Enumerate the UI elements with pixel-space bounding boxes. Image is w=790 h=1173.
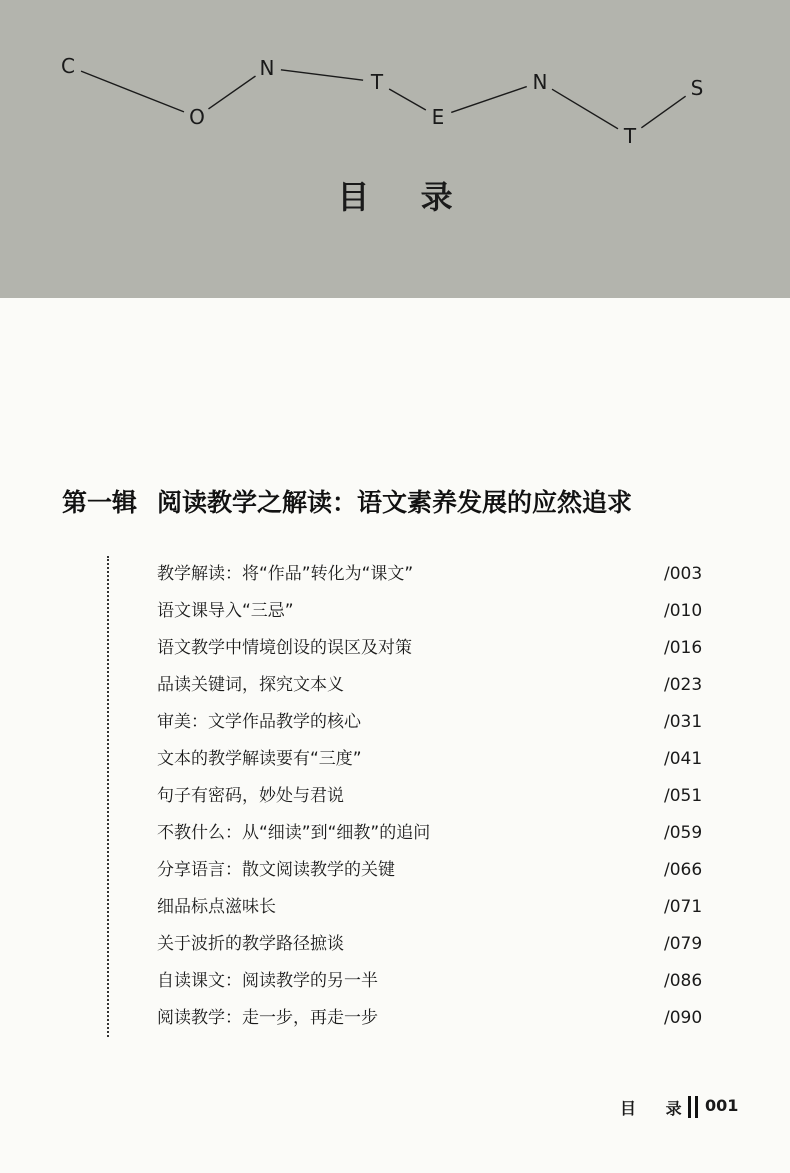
toc-entry-title: 句子有密码，妙处与君说 xyxy=(157,786,344,806)
toc-entry[interactable] xyxy=(109,815,709,852)
graph-letter: N xyxy=(532,70,548,94)
graph-letter: O xyxy=(189,105,205,129)
toc-entry-page: /041 xyxy=(664,749,703,769)
toc-entry-page: /090 xyxy=(664,1008,703,1028)
toc-entry[interactable] xyxy=(109,741,709,778)
toc-entry[interactable] xyxy=(109,704,709,741)
toc-entry[interactable] xyxy=(109,667,709,704)
toc-entry[interactable] xyxy=(109,963,709,1000)
graph-connector-line xyxy=(451,87,527,113)
graph-connector-line xyxy=(208,76,255,109)
toc-entry-title: 品读关键词，探究文本义 xyxy=(157,675,344,695)
toc-entry-title: 分享语言：散文阅读教学的关键 xyxy=(157,860,395,880)
toc-entry-page: /086 xyxy=(664,971,703,991)
toc-entry-page: /010 xyxy=(664,601,703,621)
toc-entry-title: 不教什么：从“细读”到“细教”的追问 xyxy=(157,823,431,843)
toc-entry-title: 关于波折的教学路径摭谈 xyxy=(157,934,344,954)
toc-entry-page: /079 xyxy=(664,934,703,954)
toc-entry-title: 文本的教学解读要有“三度” xyxy=(157,749,362,769)
section-title: 阅读教学之解读：语文素养发展的应然追求 xyxy=(157,488,633,517)
page-footer xyxy=(0,1094,790,1124)
section-label: 第一辑 xyxy=(62,488,138,517)
toc-entry-page: /059 xyxy=(664,823,703,843)
graph-connector-line xyxy=(389,89,426,110)
toc-entry[interactable] xyxy=(109,1000,709,1037)
toc-entry-title: 自读课文：阅读教学的另一半 xyxy=(157,971,378,991)
graph-letter: T xyxy=(623,124,637,148)
graph-connector-line xyxy=(281,70,363,80)
graph-letter: C xyxy=(61,54,75,78)
toc-entry[interactable] xyxy=(109,852,709,889)
toc-entry[interactable] xyxy=(109,889,709,926)
toc-entry-title: 教学解读：将“作品”转化为“课文” xyxy=(157,564,414,584)
toc-entry-page: /023 xyxy=(664,675,703,695)
toc-entry-title: 阅读教学：走一步，再走一步 xyxy=(157,1008,378,1028)
toc-entry[interactable] xyxy=(109,778,709,815)
section-heading xyxy=(62,483,632,519)
footer-label: 目 录 xyxy=(620,1099,694,1118)
toc-entry[interactable] xyxy=(109,556,709,593)
toc-entry-title: 语文教学中情境创设的误区及对策 xyxy=(157,638,412,658)
graph-letter: T xyxy=(370,70,384,94)
graph-connector-line xyxy=(641,96,685,128)
footer-divider xyxy=(688,1096,698,1118)
table-of-contents xyxy=(107,556,709,1037)
graph-connector-line xyxy=(552,89,618,129)
toc-entry-title: 细品标点滋味长 xyxy=(157,897,276,917)
contents-letter-graph xyxy=(0,0,790,298)
graph-letter: N xyxy=(259,56,275,80)
toc-entry-title: 语文课导入“三忌” xyxy=(157,601,294,621)
toc-entry-page: /066 xyxy=(664,860,703,880)
toc-entry[interactable] xyxy=(109,593,709,630)
toc-entry-title: 审美：文学作品教学的核心 xyxy=(157,712,361,732)
graph-letter: E xyxy=(431,105,445,129)
graph-connector-line xyxy=(81,71,184,112)
toc-entry-page: /051 xyxy=(664,786,703,806)
page-title: 目 录 xyxy=(337,178,473,216)
toc-entry-page: /016 xyxy=(664,638,703,658)
toc-entry[interactable] xyxy=(109,630,709,667)
toc-entry-page: /071 xyxy=(664,897,703,917)
toc-entry[interactable] xyxy=(109,926,709,963)
graph-letter: S xyxy=(690,76,704,100)
toc-entry-page: /031 xyxy=(664,712,703,732)
page-number: 001 xyxy=(705,1096,739,1115)
toc-entry-page: /003 xyxy=(664,564,703,584)
